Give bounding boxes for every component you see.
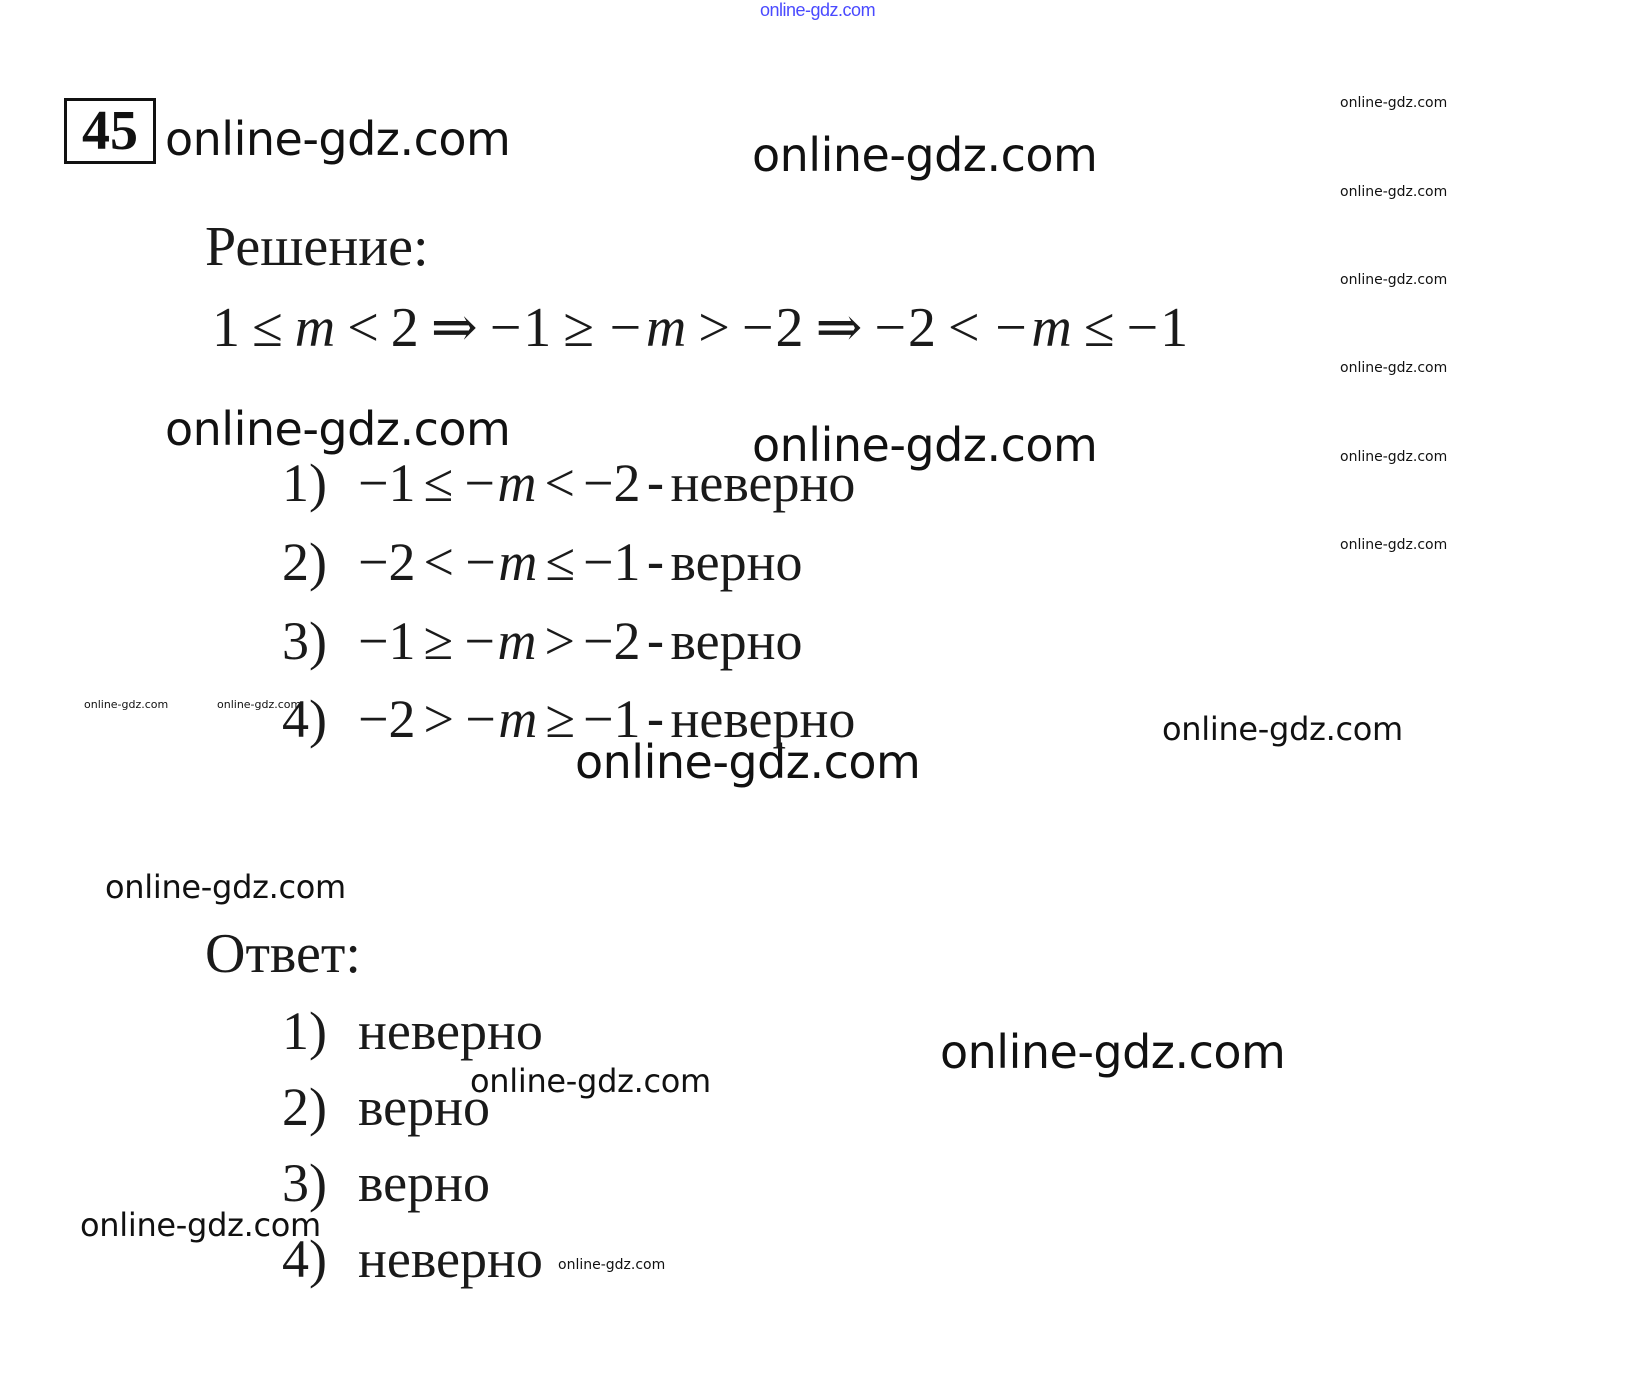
watermark: online-gdz.com <box>80 1206 321 1244</box>
watermark: online-gdz.com <box>1340 272 1448 288</box>
item-verdict: неверно <box>670 689 856 749</box>
watermark: online-gdz.com <box>558 1257 666 1273</box>
chain-op: < <box>347 297 381 359</box>
item-number: 4) <box>282 1229 327 1289</box>
item-term: −m <box>461 532 538 592</box>
watermark: online-gdz.com <box>84 698 169 711</box>
item-dash: - <box>646 532 665 592</box>
chain-op: > <box>698 297 732 359</box>
item-op: > <box>423 689 454 749</box>
answer-item <box>282 1000 543 1062</box>
solution-heading: Решение: <box>205 216 429 278</box>
solution-item <box>282 688 855 750</box>
watermark: online-gdz.com <box>752 128 1098 182</box>
item-op: > <box>544 611 576 671</box>
chain-op: ≤ <box>252 297 285 359</box>
item-term: −1 <box>358 453 416 513</box>
item-op: ≤ <box>545 532 576 592</box>
chain-implies: ⇒ <box>430 297 480 359</box>
watermark: online-gdz.com <box>105 868 346 906</box>
item-term: −2 <box>358 689 416 749</box>
chain-implies: ⇒ <box>815 297 865 359</box>
item-verdict: неверно <box>358 1229 543 1289</box>
item-verdict: верно <box>670 532 803 592</box>
item-term: −m <box>461 689 538 749</box>
item-verdict: неверно <box>670 453 856 513</box>
item-op: < <box>423 532 454 592</box>
chain-op: ≥ <box>563 297 597 359</box>
task-number: 45 <box>64 98 156 164</box>
chain-term: −1 <box>1126 297 1191 359</box>
chain-term: 1 <box>212 297 242 359</box>
watermark: online-gdz.com <box>1162 710 1403 748</box>
chain-term: −2 <box>741 297 806 359</box>
solution-item <box>282 610 803 672</box>
watermark: online-gdz.com <box>165 402 511 456</box>
chain-term: −m <box>991 297 1074 359</box>
chain-term: −m <box>606 297 689 359</box>
item-term: −m <box>461 611 537 671</box>
watermark: online-gdz.com <box>1340 449 1448 465</box>
watermark: online-gdz.com <box>217 698 302 711</box>
item-dash: - <box>646 453 665 513</box>
watermark: online-gdz.com <box>165 112 511 166</box>
item-op: ≥ <box>423 611 454 671</box>
answer-item <box>282 1152 490 1214</box>
item-term: −2 <box>583 453 641 513</box>
item-number: 1) <box>282 1001 327 1061</box>
item-dash: - <box>646 689 665 749</box>
item-verdict: верно <box>358 1153 491 1213</box>
watermark: online-gdz.com <box>470 1062 711 1100</box>
chain-op: ≤ <box>1083 297 1117 359</box>
item-verdict: верно <box>358 1077 491 1137</box>
item-number: 4) <box>282 689 327 749</box>
item-op: ≤ <box>423 453 454 513</box>
watermark: online-gdz.com <box>575 735 921 789</box>
item-verdict: верно <box>670 611 803 671</box>
chain-term: −1 <box>489 297 554 359</box>
site-header-link[interactable]: online-gdz.com <box>760 0 876 20</box>
item-number: 2) <box>282 532 327 592</box>
item-op: ≥ <box>545 689 576 749</box>
answer-item <box>282 1228 543 1290</box>
item-number: 3) <box>282 611 327 671</box>
answer-item <box>282 1076 490 1138</box>
item-term: −m <box>461 453 537 513</box>
item-term: −2 <box>358 532 416 592</box>
item-term: −1 <box>583 532 641 592</box>
chain-op: < <box>947 297 982 359</box>
item-dash: - <box>646 611 665 671</box>
watermark: online-gdz.com <box>1340 537 1448 553</box>
watermark: online-gdz.com <box>1340 184 1448 200</box>
item-term: −1 <box>583 689 641 749</box>
answer-heading: Ответ: <box>205 923 361 985</box>
item-number: 2) <box>282 1077 327 1137</box>
chain-term: m <box>294 297 338 359</box>
item-number: 1) <box>282 453 327 513</box>
watermark: online-gdz.com <box>1340 95 1448 111</box>
item-number: 3) <box>282 1153 327 1213</box>
item-term: −2 <box>583 611 641 671</box>
solution-item <box>282 531 803 593</box>
chain-term: −2 <box>874 297 938 359</box>
watermark: online-gdz.com <box>940 1025 1286 1079</box>
item-verdict: неверно <box>358 1001 543 1061</box>
item-op: < <box>544 453 576 513</box>
watermark: online-gdz.com <box>752 418 1098 472</box>
main-inequality-chain <box>212 295 1190 360</box>
item-term: −1 <box>358 611 416 671</box>
watermark: online-gdz.com <box>1340 360 1448 376</box>
solution-item <box>282 452 855 514</box>
chain-term: 2 <box>390 297 421 359</box>
